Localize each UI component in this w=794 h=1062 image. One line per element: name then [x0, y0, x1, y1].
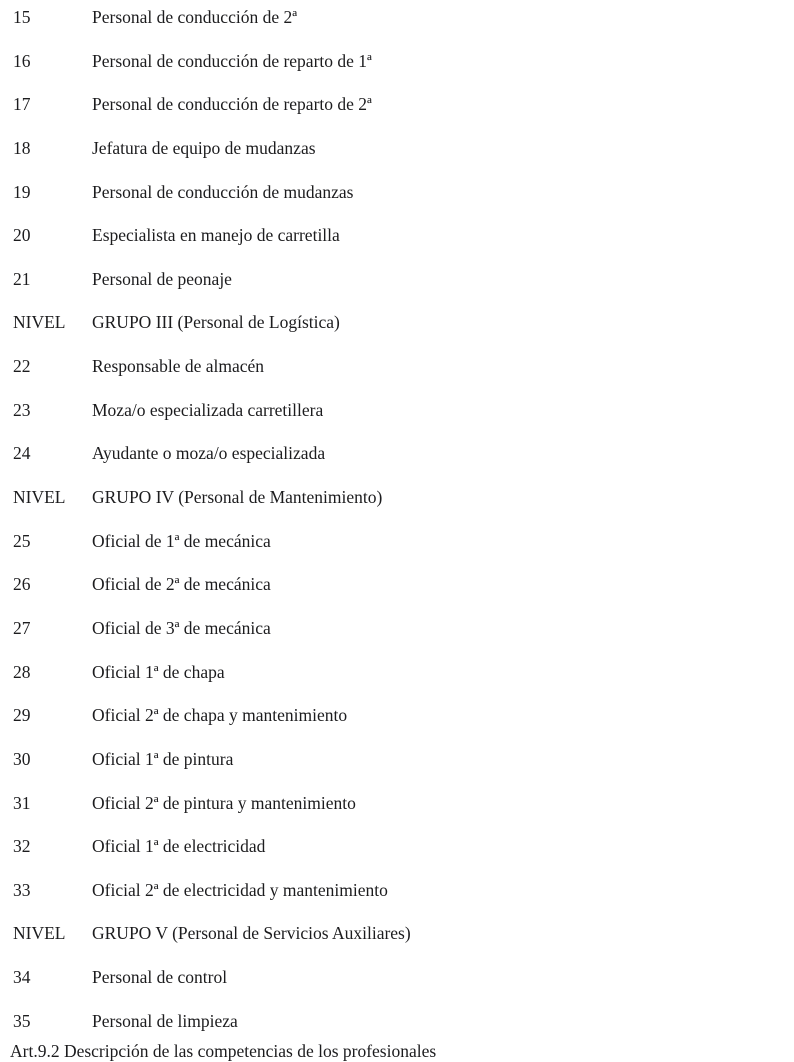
level-title: Oficial de 1ª de mecánica [92, 530, 271, 551]
level-number: 16 [13, 50, 31, 71]
level-number: 31 [13, 792, 31, 813]
table-row [13, 662, 794, 706]
level-title: GRUPO IV (Personal de Mantenimiento) [92, 487, 383, 508]
level-title: Especialista en manejo de carretilla [92, 225, 340, 246]
level-number: 35 [13, 1010, 31, 1031]
table-row [13, 880, 794, 924]
level-title: Moza/o especializada carretillera [92, 399, 324, 420]
level-title: Oficial de 2ª de mecánica [92, 574, 271, 595]
level-title: Personal de conducción de reparto de 2ª [92, 94, 372, 115]
level-number: 28 [13, 661, 31, 682]
level-number: 29 [13, 705, 31, 726]
level-title: Oficial 2ª de electricidad y mantenimiento [92, 879, 388, 900]
level-title: Responsable de almacén [92, 356, 265, 377]
level-number: 30 [13, 748, 31, 769]
table-row [13, 531, 794, 575]
table-row [13, 51, 794, 95]
table-row [13, 705, 794, 749]
level-title: Jefatura de equipo de mudanzas [92, 137, 316, 158]
level-number: 15 [13, 7, 31, 27]
level-number: 19 [13, 181, 31, 202]
table-row [13, 356, 794, 400]
table-row [13, 312, 794, 356]
level-title: Ayudante o moza/o especializada [92, 443, 326, 464]
level-list [13, 7, 794, 1054]
level-number: 18 [13, 137, 31, 158]
level-title: Personal de control [92, 967, 228, 988]
table-row [13, 269, 794, 313]
level-number: NIVEL [13, 487, 66, 508]
level-title: Oficial 2ª de chapa y mantenimiento [92, 705, 348, 726]
level-title: Personal de peonaje [92, 268, 232, 289]
table-row [13, 94, 794, 138]
level-title: GRUPO III (Personal de Logística) [92, 312, 340, 333]
level-number: 21 [13, 268, 31, 289]
table-row [13, 574, 794, 618]
level-title: Oficial 1ª de pintura [92, 748, 234, 769]
level-title: GRUPO V (Personal de Servicios Auxiliares) [92, 923, 411, 944]
table-row [13, 7, 794, 51]
level-number: 26 [13, 574, 31, 595]
level-title: Oficial de 3ª de mecánica [92, 617, 271, 638]
table-row [13, 443, 794, 487]
level-number: 24 [13, 443, 31, 464]
table-row [13, 138, 794, 182]
level-number: 33 [13, 879, 31, 900]
table-row [13, 836, 794, 880]
level-number: 34 [13, 967, 31, 988]
level-number: NIVEL [13, 923, 66, 944]
level-number: 22 [13, 356, 31, 377]
level-number: NIVEL [13, 312, 66, 333]
table-row [13, 923, 794, 967]
level-title: Personal de conducción de 2ª [92, 7, 298, 27]
level-number: 25 [13, 530, 31, 551]
level-number: 17 [13, 94, 31, 115]
table-row [13, 487, 794, 531]
table-row [13, 967, 794, 1011]
table-row [13, 618, 794, 662]
level-number: 32 [13, 836, 31, 857]
level-title: Personal de conducción de mudanzas [92, 181, 354, 202]
table-row [13, 182, 794, 226]
level-number: 23 [13, 399, 31, 420]
level-title: Oficial 2ª de pintura y mantenimiento [92, 792, 356, 813]
level-number: 27 [13, 617, 31, 638]
level-title: Oficial 1ª de chapa [92, 661, 225, 682]
table-row [13, 793, 794, 837]
level-title: Personal de conducción de reparto de 1ª [92, 50, 372, 71]
level-title: Oficial 1ª de electricidad [92, 836, 266, 857]
level-title: Personal de limpieza [92, 1010, 238, 1031]
level-number: 20 [13, 225, 31, 246]
clipped-article-heading: Art.9.2 Descripción de las competencias de los profesionales [10, 1041, 437, 1061]
table-row [13, 400, 794, 444]
table-row [13, 225, 794, 269]
table-row [13, 749, 794, 793]
